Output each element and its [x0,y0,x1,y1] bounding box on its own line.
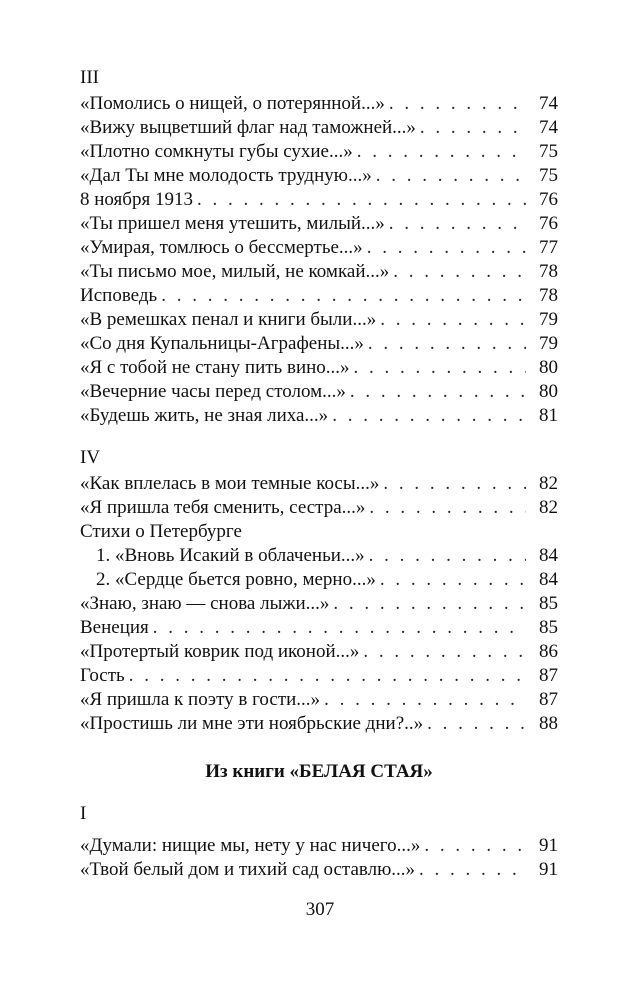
toc-entry [80,568,558,592]
dot-leader [357,140,526,164]
toc-entry-title: 1. «Вновь Исакий в облаченьи...» [96,545,365,566]
toc-entry [80,236,558,260]
dot-leader [380,308,526,332]
section-number: III [80,67,99,88]
toc-entry-title: «Ты письмо мое, милый, не комкай...» [80,261,390,282]
dot-leader [389,92,526,116]
toc-group-heading: Стихи о Петербурге [80,521,242,542]
toc-entry-title: «Умирая, томлюсь о бессмертье...» [80,237,363,258]
dot-leader [324,688,526,712]
toc-entry-page: 88 [539,713,558,734]
dot-leader [129,664,526,688]
dot-leader [424,834,526,858]
dot-leader [376,164,526,188]
toc-list [80,834,558,882]
toc-entry [80,380,558,404]
toc-entry-title: «Думали: нищие мы, нету у нас ничего...» [80,835,421,856]
toc-entry [80,592,558,616]
toc-entry-page: 86 [539,641,558,662]
toc-entry-page: 76 [539,189,558,210]
toc-entry-title: «Знаю, знаю — снова лыжи...» [80,593,330,614]
toc-list [80,92,558,428]
toc-entry-page: 77 [539,237,558,258]
toc-entry-page: 91 [539,835,558,856]
dot-leader [333,592,526,616]
toc-entry-page: 82 [539,497,558,518]
toc-entry [80,164,558,188]
toc-entry-title: «Я пришла к поэту в гости...» [80,689,321,710]
toc-entry [80,544,558,568]
toc-entry-title: «В ремешках пенал и книги были...» [80,309,377,330]
toc-entry-page: 78 [539,261,558,282]
toc-entry [80,140,558,164]
toc-entry-title: 8 ноября 1913 [80,189,193,210]
toc-entry-page: 87 [539,689,558,710]
toc-entry-page: 82 [539,473,558,494]
page-number: 307 [305,899,335,920]
toc-entry-title: «Со дня Купальницы-Аграфены...» [80,333,364,354]
toc-entry-page: 84 [539,569,558,590]
toc-entry [80,616,558,640]
toc-entry [80,404,558,428]
toc-entry [80,188,558,212]
toc-entry-page: 91 [539,859,558,880]
toc-entry-title: 2. «Сердце бьется ровно, мерно...» [96,569,376,590]
section-number: I [80,803,87,824]
toc-entry-page: 87 [539,665,558,686]
toc-entry-title: «Как вплелась в мои темные косы...» [80,473,380,494]
dot-leader [389,212,526,236]
dot-leader [354,356,526,380]
toc-entry-page: 74 [539,117,558,138]
toc-entry-title: «Я пришла тебя сменить, сестра...» [80,497,366,518]
toc-entry [80,212,558,236]
toc-list [80,592,558,736]
toc-entry-title: Венеция [80,617,149,638]
dot-leader [380,568,526,592]
toc-entry [80,640,558,664]
toc-list [80,472,558,520]
toc-entry [80,688,558,712]
toc-entry-page: 85 [539,593,558,614]
toc-entry-page: 79 [539,333,558,354]
dot-leader [369,496,526,520]
toc-entry-page: 74 [539,93,558,114]
toc-entry [80,496,558,520]
toc-entry [80,260,558,284]
section-number: IV [80,447,101,468]
dot-leader [420,116,526,140]
toc-entry-page: 84 [539,545,558,566]
dot-leader [393,260,526,284]
dot-leader [383,472,526,496]
toc-entry-title: «Помолись о нищей, о потерянной...» [80,93,385,114]
toc-entry [80,712,558,736]
toc-section-i [80,802,558,882]
dot-leader [369,544,526,568]
toc-entry-page: 81 [539,405,558,426]
toc-entry [80,356,558,380]
dot-leader [161,284,526,308]
toc-entry-title: Гость [80,665,125,686]
dot-leader [427,712,526,736]
toc-entry-page: 79 [539,309,558,330]
toc-entry-page: 80 [539,381,558,402]
dot-leader [367,236,526,260]
toc-entry-title: «Вижу выцветший флаг над таможней...» [80,117,416,138]
dot-leader [332,404,526,428]
toc-entry [80,308,558,332]
toc-entry [80,332,558,356]
toc-entry-page: 75 [539,165,558,186]
dot-leader [153,616,526,640]
toc-entry [80,858,558,882]
toc-entry [80,834,558,858]
toc-section-iv [80,446,558,736]
toc-entry-title: «Плотно сомкнуты губы сухие...» [80,141,353,162]
toc-entry-title: «Вечерние часы перед столом...» [80,381,346,402]
toc-entry [80,664,558,688]
toc-entry-title: Исповедь [80,285,158,306]
toc-entry-title: «Будешь жить, не зная лиха...» [80,405,329,426]
dot-leader [419,858,526,882]
toc-entry [80,92,558,116]
dot-leader [350,380,526,404]
toc-entry-title: «Протертый коврик под иконой...» [80,641,360,662]
toc-entry-title: «Твой белый дом и тихий сад оставлю...» [80,859,416,880]
toc-entry-page: 85 [539,617,558,638]
toc-entry-title: «Дал Ты мне молодость трудную...» [80,165,372,186]
book-heading: Из книги «БЕЛАЯ СТАЯ» [205,761,433,782]
toc-entry [80,472,558,496]
toc-entry [80,284,558,308]
toc-entry-title: «Простишь ли мне эти ноябрьские дни?..» [80,713,424,734]
toc-entry [80,116,558,140]
toc-entry-page: 80 [539,357,558,378]
toc-entry-page: 78 [539,285,558,306]
toc-entry-page: 76 [539,213,558,234]
toc-group-list [80,544,558,592]
dot-leader [368,332,526,356]
toc-entry-page: 75 [539,141,558,162]
toc-section-iii [80,66,558,428]
toc-entry-title: «Ты пришел меня утешить, милый...» [80,213,385,234]
dot-leader [197,188,526,212]
dot-leader [363,640,526,664]
toc-entry-title: «Я с тобой не стану пить вино...» [80,357,350,378]
